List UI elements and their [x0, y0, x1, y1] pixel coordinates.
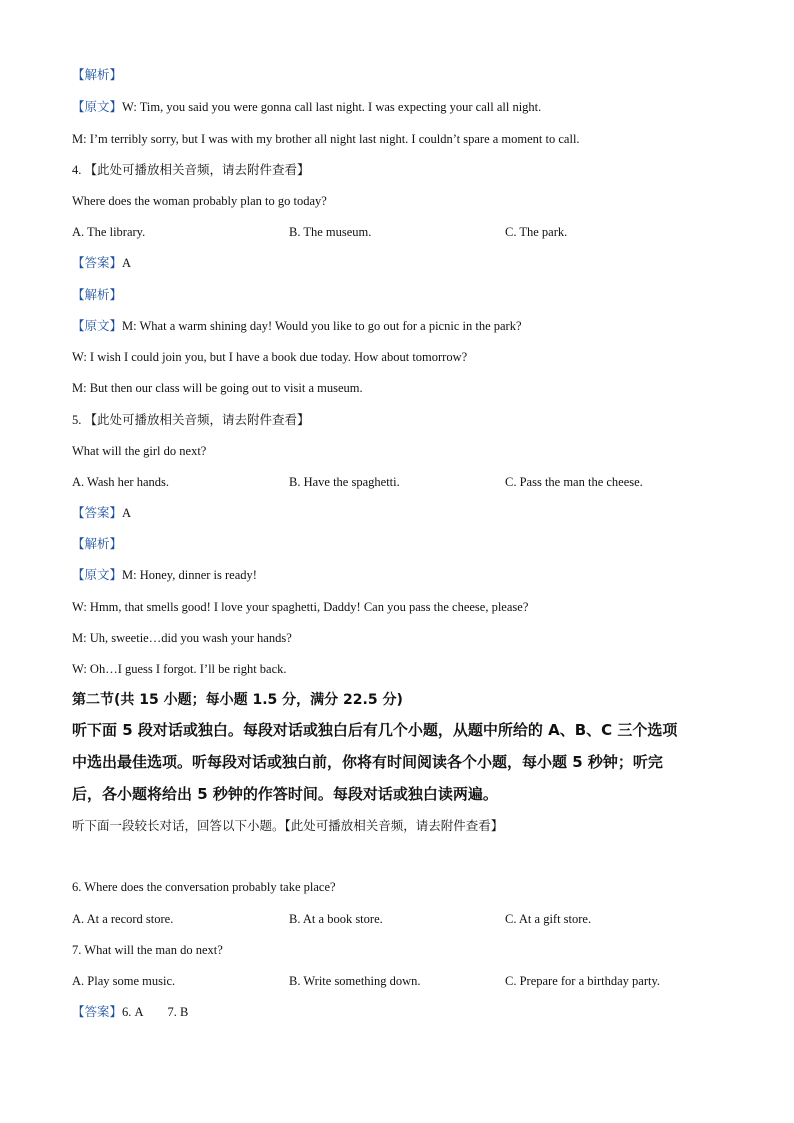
q7-option-b: B. Write something down. [289, 974, 421, 988]
q5-original-m: 【原文】M: Honey, dinner is ready! [72, 567, 257, 582]
audio-link[interactable]: 【此处可播放相关音频，请去附件查看】 [84, 162, 310, 177]
q4-answer: 【答案】A [72, 255, 132, 270]
section-instruction-3: 后，各小题将给出 5 秒钟的作答时间。每段对话或独白读两遍。 [72, 785, 498, 803]
section-heading: 第二节(共 15 小题；每小题 1.5 分，满分 22.5 分) [72, 692, 403, 708]
section-intro: 听下面一段较长对话，回答以下小题。【此处可播放相关音频，请去附件查看】 [72, 818, 504, 833]
q4-header: 4. 【此处可播放相关音频，请去附件查看】 [72, 162, 310, 177]
q7-option-a: A. Play some music. [72, 974, 176, 988]
q4-option-b: B. The museum. [289, 225, 372, 239]
q3-original-m: M: I’m terribly sorry, but I was with my brother all night last night. I couldn’t spare a moment to call. [72, 132, 580, 146]
q5-original-m2: M: Uh, sweetie…did you wash your hands? [72, 631, 292, 645]
q4-original-m2: M: But then our class will be going out to visit a museum. [72, 381, 363, 395]
q5-original-w2: W: Oh…I guess I forgot. I’ll be right back. [72, 662, 287, 676]
q5-analysis-label: 【解析】 [72, 536, 123, 551]
q5-header: 5. 【此处可播放相关音频，请去附件查看】 [72, 412, 310, 427]
q6-option-a: A. At a record store. [72, 912, 174, 926]
audio-link[interactable]: 【此处可播放相关音频，请去附件查看】 [84, 412, 310, 427]
q3-original-w: 【原文】W: Tim, you said you were gonna call last night. I was expecting your call all night. [72, 99, 542, 114]
analysis-label: 【解析】 [72, 67, 123, 82]
q4-option-a: A. The library. [72, 225, 146, 239]
q5-original-w: W: Hmm, that smells good! I love your spaghetti, Daddy! Can you pass the cheese, please? [72, 600, 529, 614]
answers-6-7: 【答案】6. A 7. B [72, 1004, 189, 1019]
q4-original-m: 【原文】M: What a warm shining day! Would you like to go out for a picnic in the park? [72, 318, 522, 333]
q4-question: Where does the woman probably plan to go today? [72, 194, 327, 208]
q4-original-w: W: I wish I could join you, but I have a book due today. How about tomorrow? [72, 350, 468, 364]
q4-analysis-label: 【解析】 [72, 287, 123, 302]
q5-option-c: C. Pass the man the cheese. [505, 475, 643, 489]
q5-option-a: A. Wash her hands. [72, 475, 170, 489]
q5-option-b: B. Have the spaghetti. [289, 475, 400, 489]
q7-question: 7. What will the man do next? [72, 943, 223, 957]
q7-option-c: C. Prepare for a birthday party. [505, 974, 661, 988]
q5-answer: 【答案】A [72, 505, 132, 520]
q5-question: What will the girl do next? [72, 444, 207, 458]
q6-option-c: C. At a gift store. [505, 912, 592, 926]
section-instruction-1: 听下面 5 段对话或独白。每段对话或独白后有几个小题，从题中所给的 A、B、C 三个选项 [72, 721, 678, 739]
q6-question: 6. Where does the conversation probably take place? [72, 880, 336, 894]
section-instruction-2: 中选出最佳选项。听每段对话或独白前，你将有时间阅读各个小题，每小题 5 秒钟；听完 [72, 753, 663, 771]
q4-option-c: C. The park. [505, 225, 568, 239]
q6-option-b: B. At a book store. [289, 912, 383, 926]
